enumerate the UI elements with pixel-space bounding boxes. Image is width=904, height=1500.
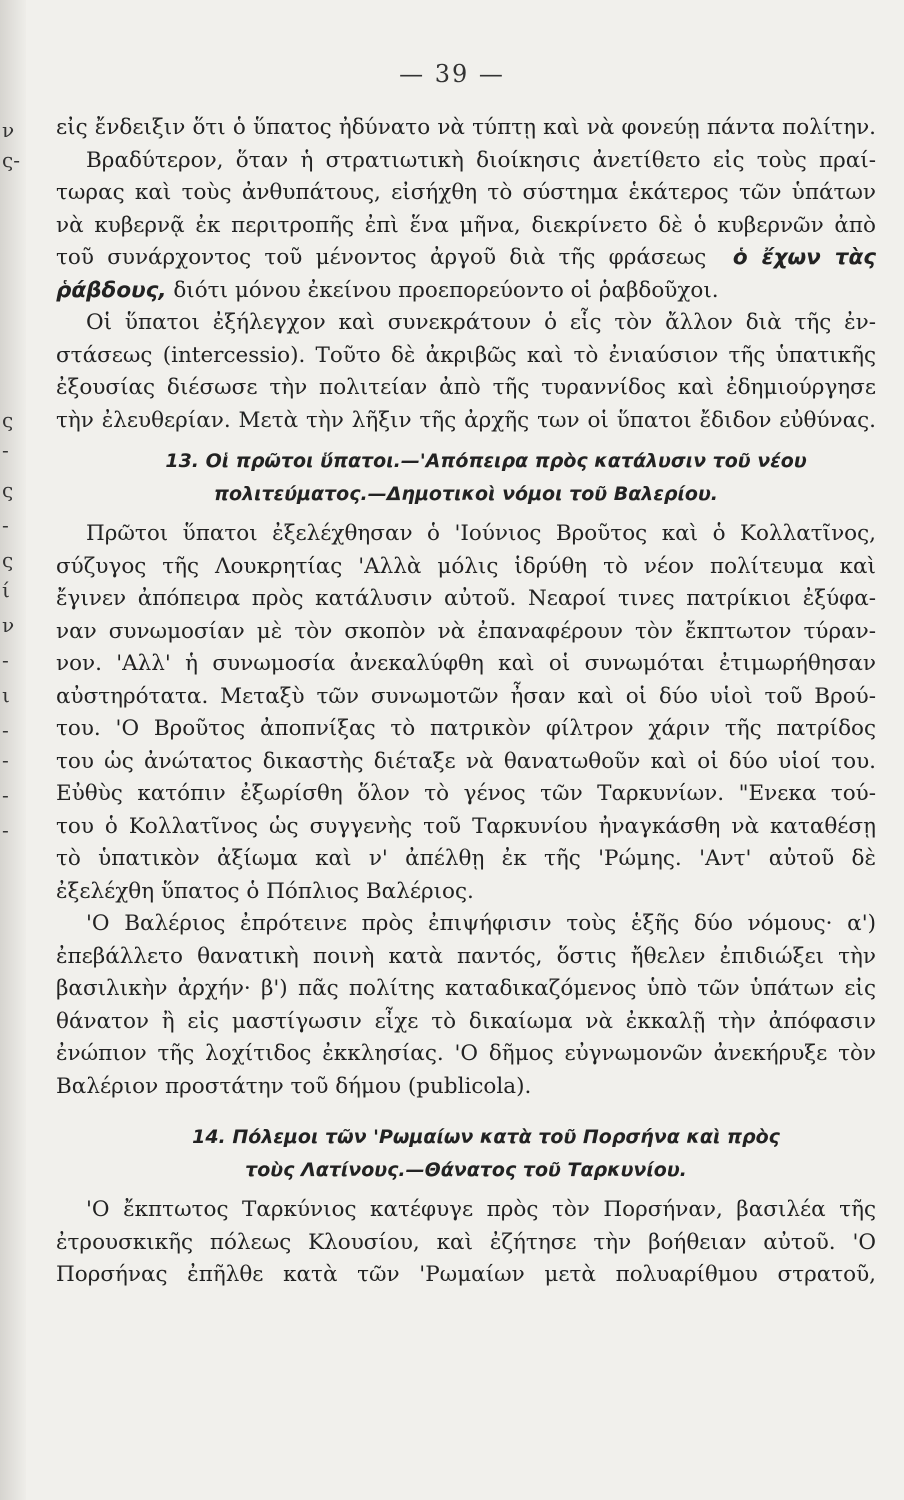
text-line: στάσεως (intercessio). Τοῦτο δὲ ἀκριβῶς καὶ τὸ ἐνιαύσιον τῆς ὑπατικῆς — [56, 342, 876, 368]
margin-fragment: ί — [2, 578, 10, 602]
margin-fragment: - — [2, 783, 9, 807]
text-line: Πορσήνας ἐπῆλθε κατὰ τῶν 'Ρωμαίων μετὰ πολυαρίθμου στρατοῦ, — [56, 1262, 876, 1287]
margin-fragment: - — [2, 438, 9, 462]
text-line: ἐτρουσκικῆς πόλεως Κλουσίου, καὶ ἐζήτησε τὴν βοήθειαν αὐτοῦ. 'Ο — [56, 1229, 876, 1255]
text-line: Βαλέριον προστάτην τοῦ δήμου (publicola). — [56, 1073, 532, 1099]
margin-fragment: - — [2, 748, 9, 772]
page-number: — 39 — — [399, 60, 505, 88]
margin-fragment: - — [2, 648, 9, 672]
text-line: τὸ ὑπατικὸν ἀξίωμα καὶ ν' ἀπέλθῃ ἐκ τῆς 'Ρώμης. 'Αντ' αὐτοῦ δὲ — [56, 846, 876, 871]
text-line: 'Ο ἔκπτωτος Ταρκύνιος κατέφυγε πρὸς τὸν Πορσήναν, βασιλέα τῆς — [86, 1197, 876, 1222]
section-heading: τοὺς Λατίνους.—Θάνατος τοῦ Ταρκυνίου. — [245, 1158, 687, 1181]
margin-fragment: - — [2, 513, 9, 537]
text-line: Εὐθὺς κατόπιν ἐξωρίσθη ὅλον τὸ γένος τῶν Ταρκυνίων. "Ενεκα τού- — [56, 781, 876, 806]
text-line: ἔγινεν ἀπόπειρα πρὸς κατάλυσιν αὐτοῦ. Νεαροί τινες πατρίκιοι ἐξύφα- — [56, 586, 876, 611]
text-line: Πρῶτοι ὕπατοι ἐξελέχθησαν ὁ 'Ιούνιος Βροῦτος καὶ ὁ Κολλατῖνος, — [86, 521, 876, 546]
margin-fragment: ν — [2, 613, 15, 637]
margin-fragment: ς — [2, 408, 14, 432]
text-line: Οἱ ὕπατοι ἐξήλεγχον καὶ συνεκράτουν ὁ εἷς τὸν ἄλλον διὰ τῆς ἐν- — [86, 310, 876, 335]
text-line: βασιλικὴν ἀρχήν· β') πᾶς πολίτης καταδικαζόμενος ὑπὸ τῶν ὑπάτων εἰς — [56, 976, 876, 1001]
text-span: τοῦ συνάρχοντος τοῦ μένοντος ἀργοῦ διὰ τῆς φράσεως — [56, 245, 707, 270]
text-line — [56, 275, 876, 308]
text-line: του. 'Ο Βροῦτος ἀποπνίξας τὸ πατρικὸν φίλτρον χάριν τῆς πατρίδος — [56, 716, 876, 741]
text-line: τωρας καὶ τοὺς ἀνθυπάτους, εἰσήχθη τὸ σύστημα ἑκάτερος τῶν ὑπάτων — [56, 180, 876, 205]
text-span: διότι μόνου ἐκείνου προεπορεύοντο οἱ ῥαβδοῦχοι. — [166, 277, 719, 303]
margin-fragment: - — [2, 718, 9, 742]
body-text — [56, 112, 876, 1292]
text-line: εἰς ἔνδειξιν ὅτι ὁ ὕπατος ἠδύνατο νὰ τύπτῃ καὶ νὰ φονεύῃ πάντα πολίτην. — [56, 115, 876, 140]
emphasized-phrase: ῥάβδους, — [56, 277, 167, 303]
text-line — [56, 242, 876, 275]
section-heading: πολιτεύματος.—Δημοτικοὶ νόμοι τοῦ Βαλερίου. — [213, 482, 718, 505]
text-line: ἐπεβάλλετο θανατικὴ ποινὴ κατὰ παντός, ὅστις ἤθελεν ἐπιδιώξει τὴν — [56, 943, 876, 969]
text-line: σύζυγος τῆς Λουκρητίας 'Αλλὰ μόλις ἱδρύθη τὸ νέον πολίτευμα καὶ — [56, 553, 876, 579]
text-line: 'Ο Βαλέριος ἐπρότεινε πρὸς ἐπιψήφισιν τοὺς ἑξῆς δύο νόμους· α') — [86, 911, 876, 936]
section-heading: 13. Οἱ πρῶτοι ὕπατοι.—'Απόπειρα πρὸς κατάλυσιν τοῦ νέου — [165, 450, 807, 472]
text-line: ναν συνωμοσίαν μὲ τὸν σκοπὸν νὰ ἐπαναφέρουν τὸν ἔκπτωτον τύραν- — [56, 618, 876, 644]
text-line: αὐστηρότατα. Μεταξὺ τῶν συνωμοτῶν ἦσαν καὶ οἱ δύο υἱοὶ τοῦ Βρού- — [56, 683, 876, 709]
text-line: τὴν ἐλευθερίαν. Μετὰ τὴν λῆξιν τῆς ἀρχῆς των οἱ ὕπατοι ἔδιδον εὐθύνας. — [56, 407, 876, 433]
text-line: ἐνώπιον τῆς λοχίτιδος ἐκκλησίας. 'Ο δῆμος εὐγνωμονῶν ἀνεκήρυξε τὸν — [56, 1041, 876, 1066]
text-line: θάνατον ἢ εἰς μαστίγωσιν εἶχε τὸ δικαίωμα νὰ ἐκκαλῇ τὴν ἀπόφασιν — [56, 1008, 876, 1034]
text-line: νὰ κυβερνᾷ ἐκ περιτροπῆς ἐπὶ ἕνα μῆνα, διεκρίνετο δὲ ὁ κυβερνῶν ἀπὸ — [56, 212, 876, 238]
margin-fragment: ς — [2, 548, 14, 572]
text-line: του ὡς ἀνώτατος δικαστὴς διέταξε νὰ θανατωθοῦν καὶ οἱ δύο υἱοί του. — [56, 748, 876, 774]
text-line: νον. 'Αλλ' ἡ συνωμοσία ἀνεκαλύφθη καὶ οἱ συνωμόται ἐτιμωρήθησαν — [56, 651, 876, 676]
text-line: ἐξουσίας διέσωσε τὴν πολιτείαν ἀπὸ τῆς τυραννίδος καὶ ἐδημιούργησε — [56, 375, 876, 400]
text-line: του ὁ Κολλατῖνος ὡς συγγενὴς τοῦ Ταρκυνίου ἠναγκάσθη νὰ καταθέσῃ — [56, 813, 876, 839]
margin-fragment: - — [2, 818, 9, 842]
margin-fragment: ι — [2, 683, 10, 707]
emphasized-phrase: ὁ ἔχων τὰς — [732, 245, 876, 270]
margin-fragment: ν — [2, 118, 15, 142]
margin-fragment: ς — [2, 478, 14, 502]
text-line: ἐξελέχθη ὕπατος ὁ Πόπλιος Βαλέριος. — [56, 878, 474, 904]
text-line: Βραδύτερον, ὅταν ἡ στρατιωτικὴ διοίκησις ἀνετίθετο εἰς τοὺς πραί- — [86, 147, 876, 173]
section-heading: 14. Πόλεμοι τῶν 'Ρωμαίων κατὰ τοῦ Πορσήνα καὶ πρὸς — [192, 1126, 780, 1148]
margin-fragment: ς- — [2, 148, 20, 172]
